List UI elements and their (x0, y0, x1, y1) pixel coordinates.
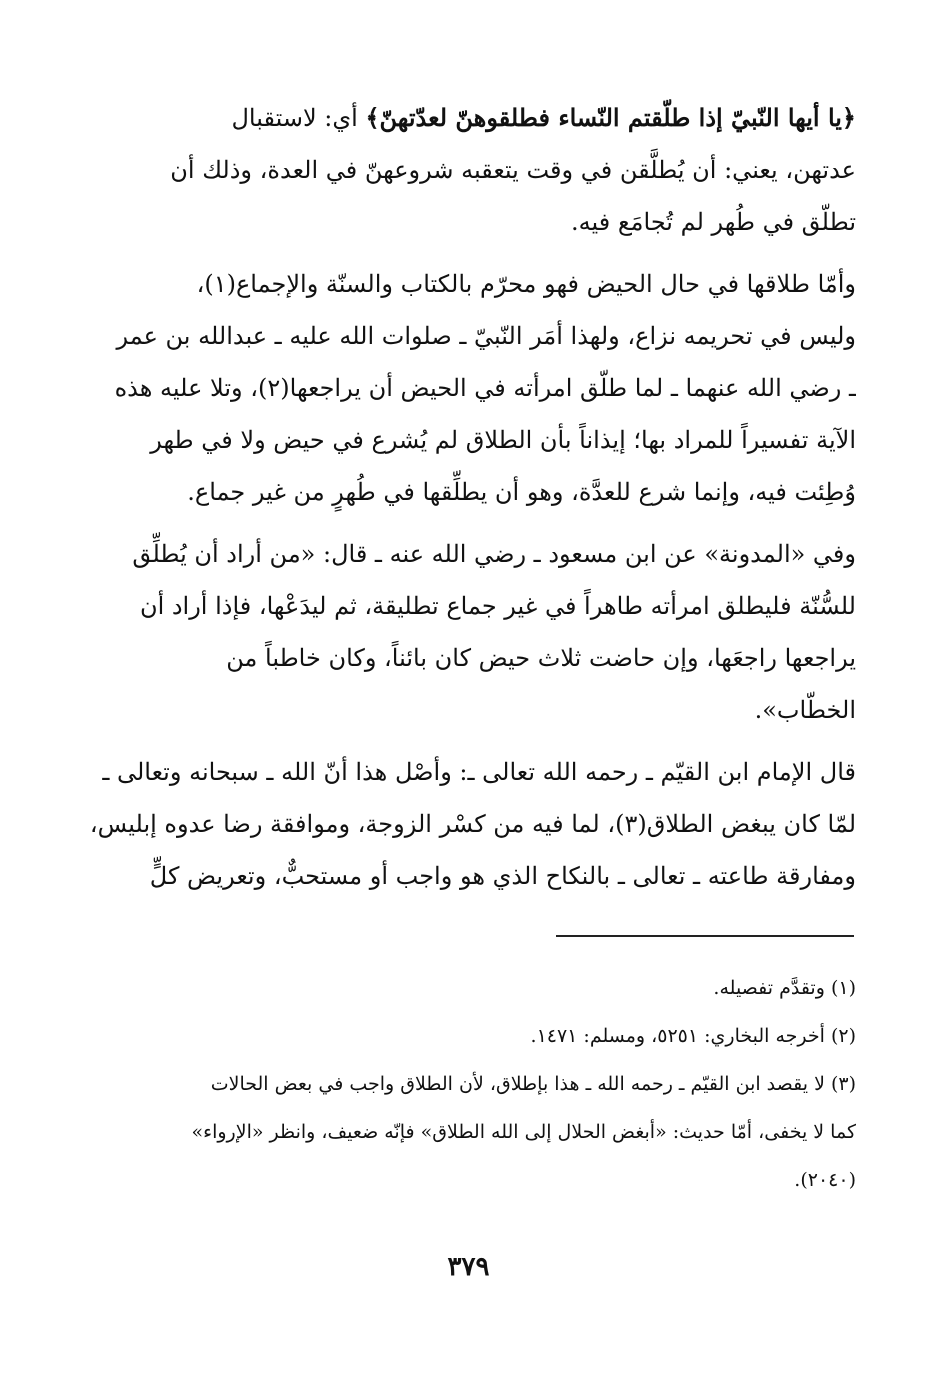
footnote-separator (556, 935, 854, 937)
paragraph-3 (86, 528, 856, 736)
footnote-3 (86, 1060, 856, 1204)
footnotes (86, 964, 856, 1204)
text-line: الخطّاب». (754, 696, 856, 724)
line-text: أي: لاستقبال (231, 104, 358, 132)
paragraph-1 (86, 92, 856, 248)
main-text (86, 92, 856, 912)
quran-verse: ﴿يا أيها النّبيّ إذا طلّقتم النّساء فطلقوهنّ لعدّتهنّ﴾ (365, 103, 856, 132)
text-line: وليس في تحريمه نزاع، ولهذا أمَر النّبيّ ـ صلوات الله عليه ـ عبدالله بن عمر (116, 322, 856, 350)
paragraph-4 (86, 746, 856, 902)
footnote-1 (86, 964, 856, 1012)
text-line: ـ رضي الله عنهما ـ لما طلّق امرأته في الحيض أن يراجعها(٢)، وتلا عليه هذه (114, 374, 856, 402)
footnote-line: (٢٠٤٠). (794, 1169, 856, 1191)
footnote-line: كما لا يخفى، أمّا حديث: «أبغض الحلال إلى الله الطلاق» فإنّه ضعيف، وانظر «الإرواء» (191, 1121, 856, 1143)
text-line: قال الإمام ابن القيّم ـ رحمه الله تعالى ـ: وأصْل هذا أنّ الله ـ سبحانه وتعالى ـ (102, 758, 856, 786)
text-line: وُطِئت فيه، وإنما شرع للعدَّة، وهو أن يطلِّقها في طُهرٍ من غير جماع. (187, 478, 856, 506)
page-number: ٣٧٩ (447, 1252, 490, 1282)
text-line (86, 92, 856, 144)
text-line: وفي «المدونة» عن ابن مسعود ـ رضي الله عنه ـ قال: «من أراد أن يُطلِّق (132, 540, 856, 568)
footnote-line: (٢) أخرجه البخاري: ٥٢٥١، ومسلم: ١٤٧١. (530, 1025, 856, 1047)
text-line: لمّا كان يبغض الطلاق(٣)، لما فيه من كسْر الزوجة، وموافقة رضا عدوه إبليس، (89, 810, 856, 838)
text-line: وأمّا طلاقها في حال الحيض فهو محرّم بالكتاب والسنّة والإجماع(١)، (196, 270, 856, 298)
text-line: الآية تفسيراً للمراد بها؛ إيذاناً بأن الطلاق لم يُشرع في حيض ولا في طهر (150, 426, 856, 454)
text-line: ومفارقة طاعته ـ تعالى ـ بالنكاح الذي هو واجب أو مستحبٌّ، وتعريض كلٍّ (149, 862, 856, 890)
footnote-2 (86, 1012, 856, 1060)
text-line: عدتهن، يعني: أن يُطلَّقن في وقت يتعقبه شروعهنّ في العدة، وذلك أن (170, 156, 856, 184)
paragraph-2 (86, 258, 856, 518)
footnote-line: (٣) لا يقصد ابن القيّم ـ رحمه الله ـ هذا بإطلاق، لأن الطلاق واجب في بعض الحالات (210, 1073, 856, 1095)
text-line: تطلّق في طُهر لم تُجامَع فيه. (571, 208, 856, 236)
text-line: يراجعها راجعَها، وإن حاضت ثلاث حيض كان بائناً، وكان خاطباً من (226, 644, 856, 672)
text-line: للسُّنّة فليطلق امرأته طاهراً في غير جماع تطليقة، ثم ليدَعْها، فإذا أراد أن (139, 592, 856, 620)
footnote-line: (١) وتقدَّم تفصيله. (713, 977, 856, 999)
